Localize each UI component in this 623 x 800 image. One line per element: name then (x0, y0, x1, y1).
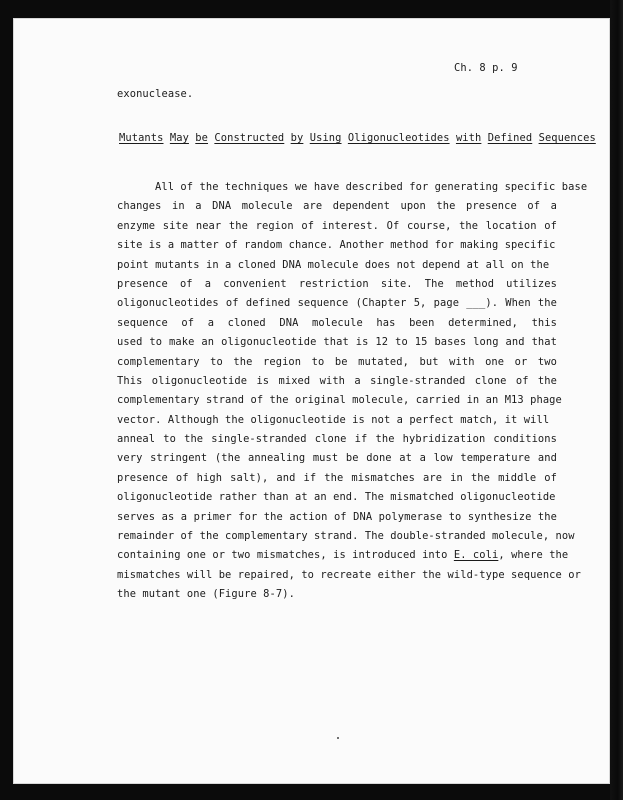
heading-word: Using (309, 132, 342, 144)
paragraph-line: enzyme site near the region of interest. Of course, the location of (117, 219, 557, 232)
paragraph-line: serves as a primer for the action of DNA polymerase to synthesize the (117, 510, 557, 523)
ecoli-line-before: containing one or two mismatches, is introduced into (117, 549, 454, 562)
ecoli-term: E. coli (453, 549, 499, 562)
paragraph-line: point mutants in a cloned DNA molecule does not depend at all on the (117, 258, 550, 271)
paragraph-line: complementary strand of the original molecule, carried in an M13 phage (117, 394, 562, 407)
paragraph-line: used to make an oligonucleotide that is 12 to 15 bases long and that (117, 336, 557, 349)
stray-dot-mark (337, 737, 339, 739)
heading-word: be (195, 132, 209, 144)
heading-word: Mutants (119, 132, 164, 144)
ecoli-line-after: , where the (498, 549, 569, 562)
paragraph-line: site is a matter of random chance. Another method for making specific (117, 239, 556, 252)
heading-word: Defined (487, 132, 533, 144)
paragraph-line: This oligonucleotide is mixed with a single-stranded clone of the (117, 374, 557, 387)
heading-word: Sequences (538, 132, 596, 144)
paragraph-line: complementary to the region to be mutated, but with one or two (117, 355, 557, 368)
paragraph-line: mismatches will be repaired, to recreate either the wild-type sequence or (117, 568, 581, 581)
paragraph-line: remainder of the complementary strand. The double-stranded molecule, now (117, 530, 575, 543)
heading-word: May (169, 132, 189, 144)
document-page (13, 18, 610, 784)
paragraph-line: All of the techniques we have described for generating specific base (155, 181, 588, 193)
paragraph-line: the mutant one (Figure 8-7). (117, 588, 295, 601)
continuation-text: exonuclease. (117, 88, 194, 100)
paragraph-line: very stringent (the annealing must be done at a low temperature and (117, 452, 557, 465)
paragraph-line: sequence of a cloned DNA molecule has been determined, this (117, 316, 557, 329)
heading-word: Constructed (214, 132, 285, 144)
page-reference: Ch. 8 p. 9 (454, 62, 518, 74)
heading-word: by (290, 132, 304, 144)
scan-background-edge (610, 0, 623, 800)
body-paragraph (117, 178, 588, 605)
paragraph-line-ecoli (117, 546, 569, 565)
paragraph-line: oligonucleotide rather than at an end. The mismatched oligonucleotide (117, 491, 556, 504)
paragraph-line: vector. Although the oligonucleotide is not a perfect match, it will (117, 413, 550, 426)
heading-word: Oligonucleotides (347, 132, 450, 144)
paragraph-line: presence of a convenient restriction site. The method utilizes (117, 277, 557, 290)
paragraph-line: presence of high salt), and if the mismatches are in the middle of (117, 471, 557, 484)
paragraph-line: oligonucleotides of defined sequence (Chapter 5, page ___). When the (117, 297, 557, 310)
section-heading (119, 132, 596, 144)
paragraph-line: changes in a DNA molecule are dependent upon the presence of a (117, 200, 557, 213)
paragraph-line: anneal to the single-stranded clone if the hybridization conditions (117, 433, 557, 446)
heading-word: with (455, 132, 482, 144)
